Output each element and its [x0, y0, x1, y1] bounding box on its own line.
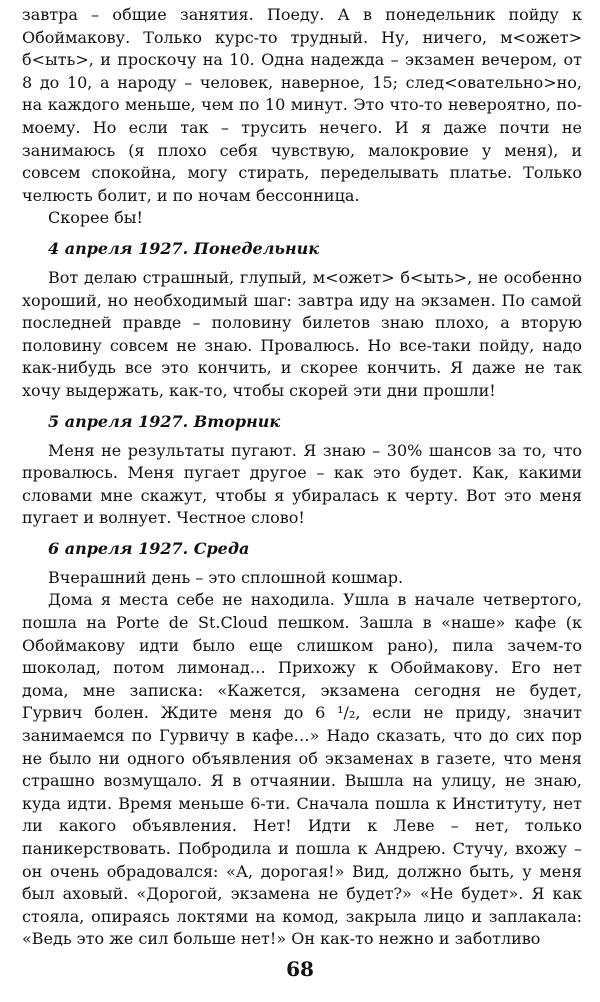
diary-entry-heading: 4 апреля 1927. Понедельник	[48, 238, 320, 258]
paragraph-1: завтра – общие занятия. Поеду. А в понедельник пойду к Обоймакову. Только курс-то трудный. Ну, ничего, м<ожет> б<ыть>, и проскочу на 10. Одна надежда – экзамен вечером, от 8 до 10, а народу – человек, наверное, 15; след<овательно>но, на каждого меньше, чем по 10 минут. Это что-то невероятно, по-моему. Но если так – трусить нечего. И я даже почти не занимаюсь (я плохо себя чувствую, малокровие у меня), и совсем спокойна, могу стирать, переделывать платье. Только челюсть болит, и по ночам бессонница.	[22, 5, 582, 205]
page-number: 68	[286, 957, 314, 981]
paragraph-4: Меня не результаты пугают. Я знаю – 30% шансов за то, что провалюсь. Меня пугает другое – как это будет. Как, какими словами мне скажут, чтобы я убиралась к черту. Вот это меня пугает и волнует. Честное слово!	[22, 440, 582, 528]
paragraph-3: Вот делаю страшный, глупый, м<ожет> б<ыть>, не особенно хороший, но необходимый шаг: завтра иду на экзамен. По самой последней правде – половину билетов знаю плохо, а вторую половину совсем не знаю. Провалюсь. Но все-таки пойду, надо как-нибудь все это кончить, и скорее кончить. Я даже не так хочу выдержать, как-то, чтобы скорей эти дни прошли!	[22, 267, 582, 400]
paragraph-6: Дома я места себе не находила. Ушла в начале четвертого, пошла на Porte de St.Cloud пешком. Зашла в «наше» кафе (к Обоймакову идти было еще слишком рано), пила зачем-то шоколад, потом лимонад… Прихожу к Обоймакову. Его нет дома, мне записка: «Кажется, экзамена сегодня не будет, Гурвич болен. Ждите меня до 6 ¹/₂, если не приду, значит занимаемся по Гурвичу в кафе…» Надо сказать, что до сих пор не было ни одного объявления об экзаменах в газете, что меня страшно возмущало. Я в отчаянии. Вышла на улицу, не знаю, куда идти. Время меньше 6-ти. Сначала пошла к Институту, нет ли какого объявления. Нет! Идти к Леве – нет, только паникерствовать. Побродила и пошла к Андрею. Стучу, вхожу – он очень обрадовался: «А, дорогая!» Вид, должно быть, у меня был аховый. «Дорогой, экзамена не будет?» «Не будет». Я как стояла, опираясь локтями на комод, закрыла лицо и заплакала: «Ведь это же сил больше нет!» Он как-то нежно и заботливо	[22, 590, 582, 949]
paragraph-5: Вчерашний день – это сплошной кошмар.	[48, 567, 404, 587]
page-body	[22, 4, 582, 951]
diary-entry-heading: 5 апреля 1927. Вторник	[48, 411, 281, 431]
diary-entry-heading: 6 апреля 1927. Среда	[48, 538, 250, 558]
paragraph-2: Скорее бы!	[48, 208, 143, 228]
